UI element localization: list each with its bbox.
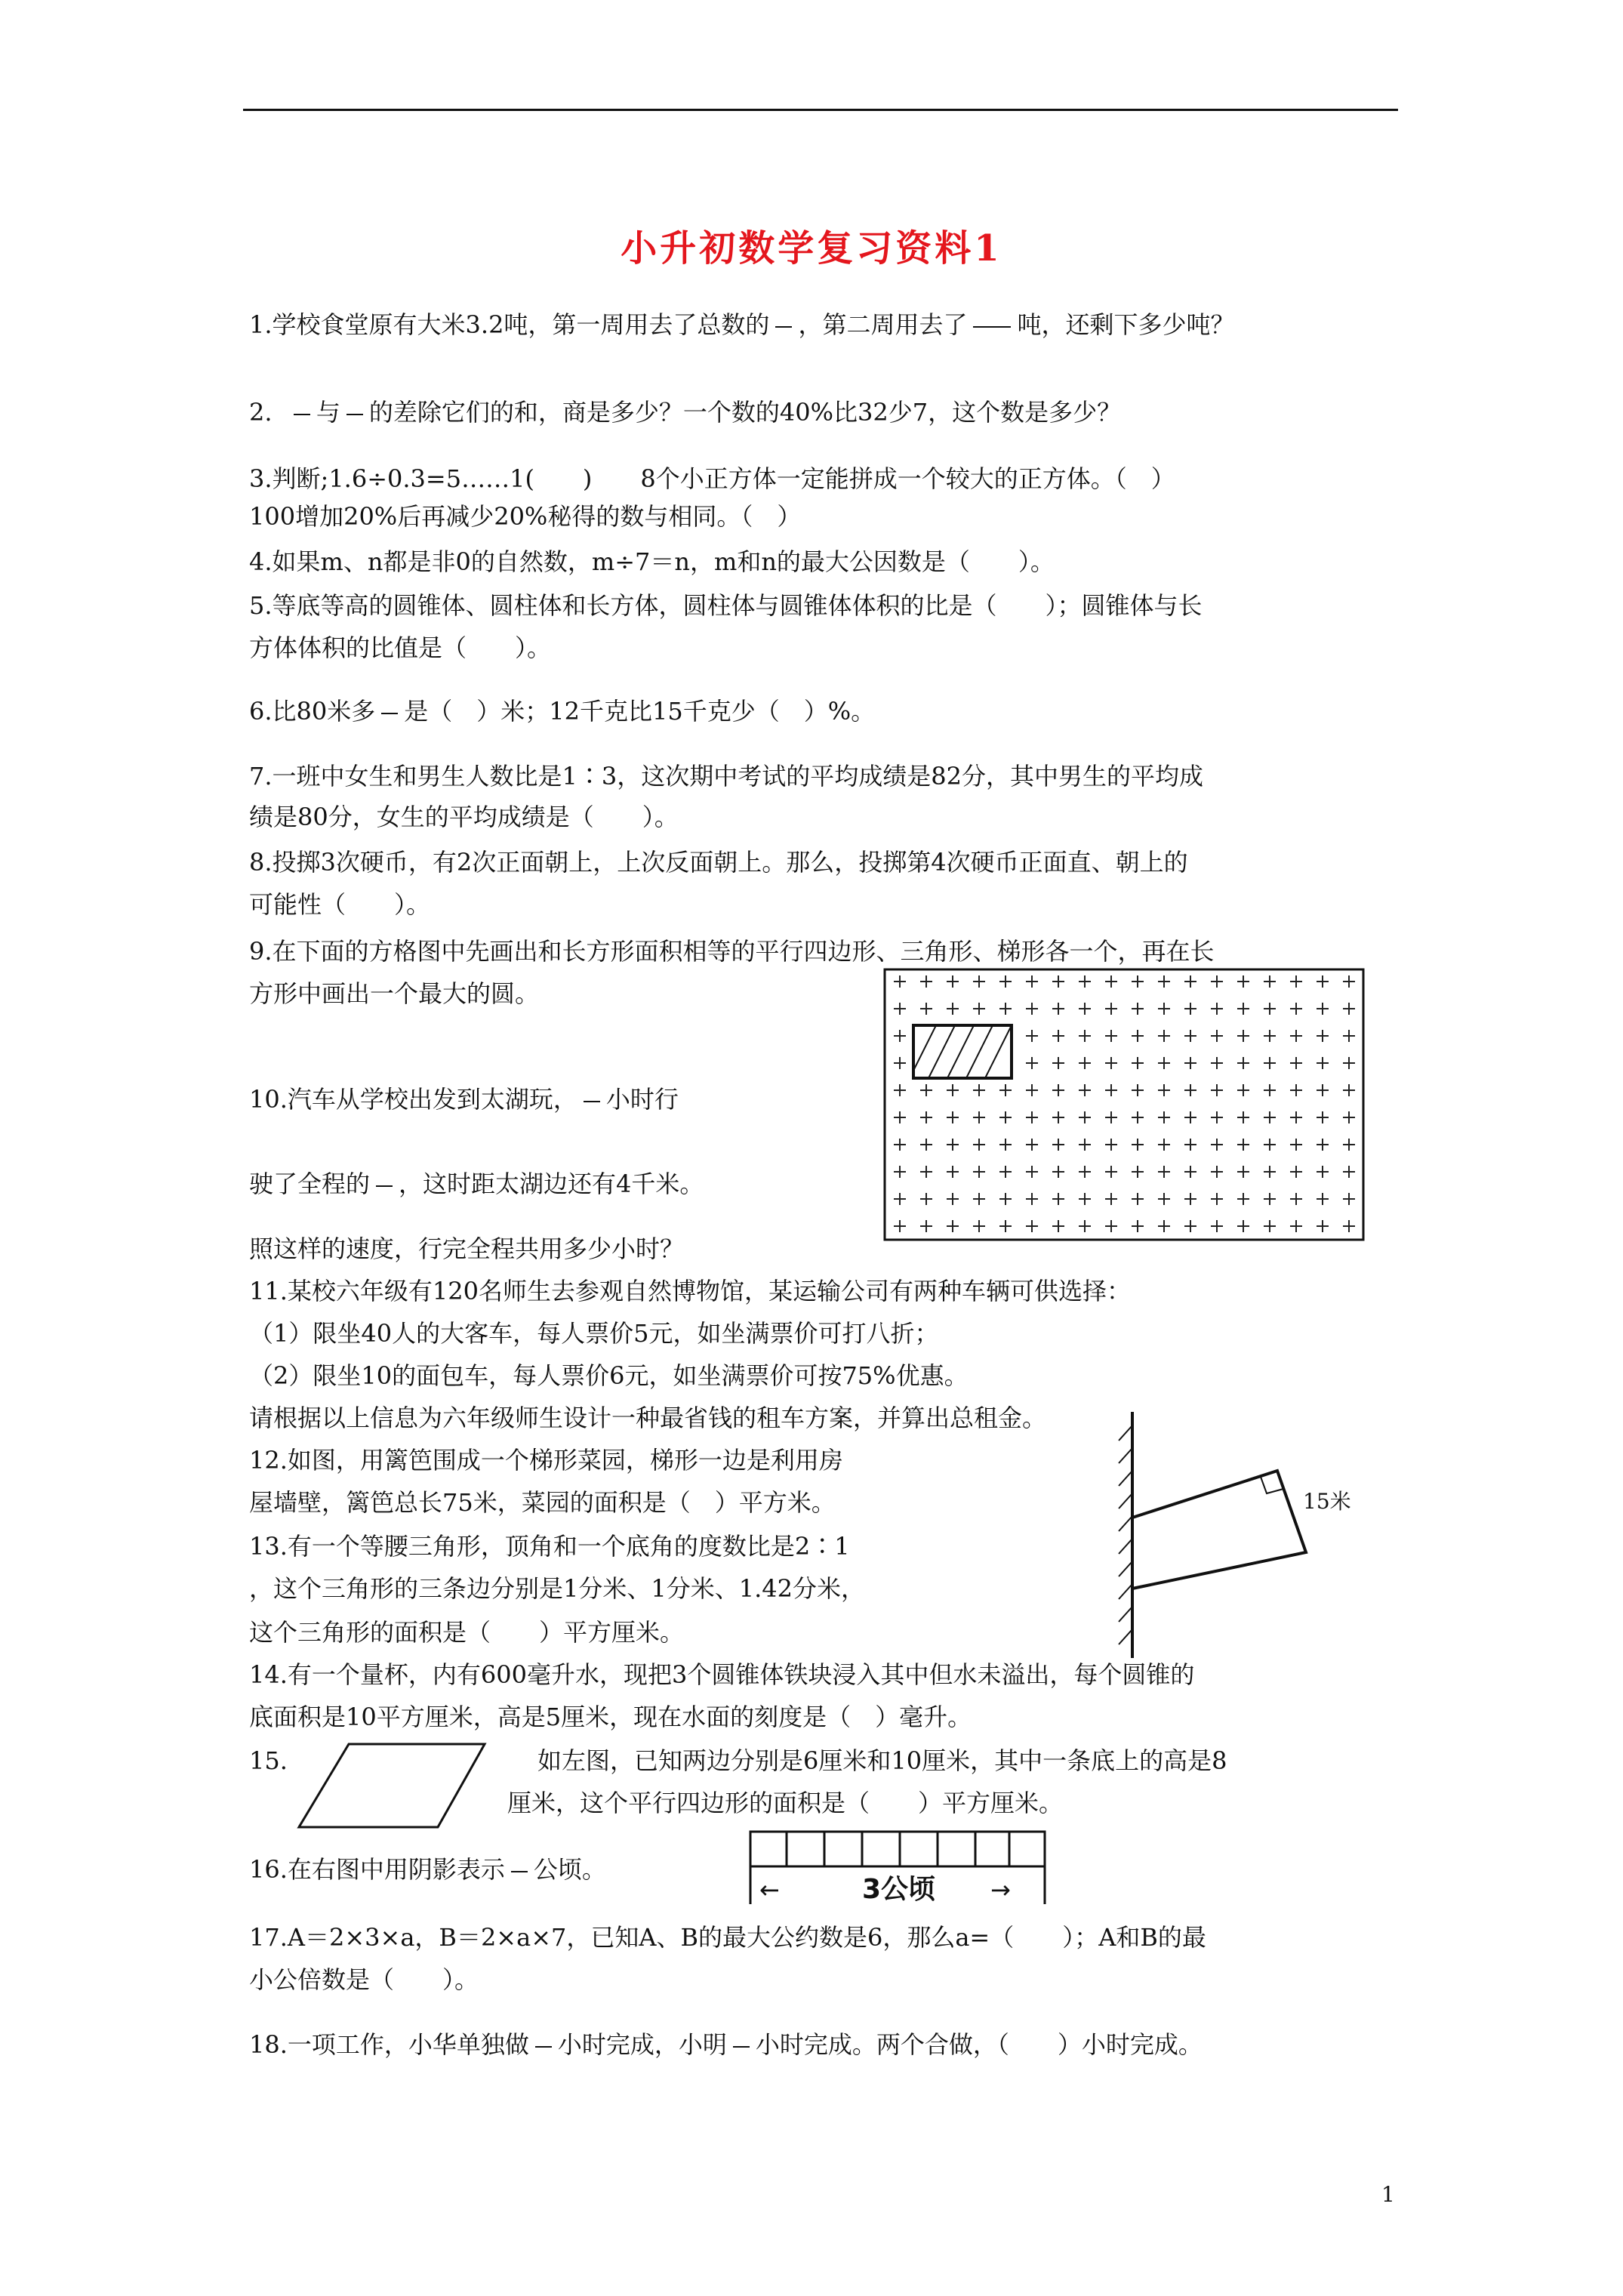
- hectare-bar-figure: [749, 1826, 1051, 1909]
- question-12-line-1: 12.如图，用篱笆围成一个梯形菜园，梯形一边是利用房: [249, 1446, 843, 1475]
- question-8-line-2: 可能性（ ）。: [249, 890, 431, 919]
- question-9-line-1: 9.在下面的方格图中先画出和长方形面积相等的平行四边形、三角形、梯形各一个，再在长: [249, 937, 1215, 966]
- fraction-mark: [294, 414, 310, 415]
- left-arrow-icon: ←: [759, 1875, 780, 1904]
- question-8-line-1: 8.投掷3次硬币，有2次正面朝上，上次反面朝上。那么，投掷第4次硬币正面直、朝上的: [249, 848, 1188, 877]
- fraction-mark: [973, 326, 1011, 328]
- grid-figure: [883, 968, 1366, 1243]
- question-18: 18.一项工作，小华单独做 小时完成，小明 小时完成。两个合做，（ ）小时完成。: [249, 2030, 1203, 2059]
- fraction-mark: [535, 2046, 552, 2048]
- label-3-hectares: 3公顷: [862, 1874, 936, 1905]
- question-17-line-1: 17.A＝2×3×a，B＝2×a×7，已知A、B的最大公约数是6，那么a=（ ）；A和B的最: [249, 1923, 1206, 1952]
- question-14-line-2: 底面积是10平方厘米，高是5厘米，现在水面的刻度是（ ）毫升。: [249, 1703, 972, 1731]
- fraction-mark: [775, 326, 792, 328]
- question-1: 1.学校食堂原有大米3.2吨，第一周用去了总数的 ，第二周用去了 吨，还剩下多少吨？: [249, 310, 1235, 339]
- question-3-line-2: 100增加20%后再减少20%秘得的数与相同。（ ）: [249, 502, 802, 531]
- parallelogram-figure: [296, 1741, 492, 1832]
- fraction-mark: [346, 414, 363, 415]
- trapezoid-garden-figure: [1117, 1410, 1404, 1660]
- question-5-line-1: 5.等底等高的圆锥体、圆柱体和长方体，圆柱体与圆锥体体积的比是（ ）；圆锥体与长: [249, 591, 1203, 620]
- question-2: 2. 与 的差除它们的和，商是多少？一个数的40%比32少7，这个数是多少？: [249, 398, 1122, 427]
- question-11-line-1: 11.某校六年级有120名师生去参观自然博物馆，某运输公司有两种车辆可供选择：: [249, 1277, 1131, 1305]
- question-13-line-3: 这个三角形的面积是（ ）平方厘米。: [249, 1618, 685, 1647]
- question-12-line-2: 屋墙壁，篱笆总长75米，菜园的面积是（ ）平方米。: [249, 1488, 836, 1517]
- question-13-line-2: ，这个三角形的三条边分别是1分米、1分米、1.42分米，: [249, 1574, 865, 1603]
- question-17-line-2: 小公倍数是（ ）。: [249, 1965, 479, 1994]
- question-3-line-1: 3.判断;1.6÷0.3=5……1( ) 8个小正方体一定能拼成一个较大的正方体。（ ）: [249, 464, 1175, 493]
- question-11-line-4: 请根据以上信息为六年级师生设计一种最省钱的租车方案，并算出总租金。: [249, 1404, 1047, 1432]
- question-5-line-2: 方体体积的比值是（ ）。: [249, 633, 552, 662]
- page-title: 小升初数学复习资料1: [621, 227, 1002, 270]
- question-7-line-1: 7.一班中女生和男生人数比是1∶3，这次期中考试的平均成绩是82分，其中男生的平均成: [249, 762, 1203, 791]
- fraction-mark: [511, 1871, 528, 1872]
- question-10-line-1: 10.汽车从学校出发到太湖玩， 小时行: [249, 1085, 679, 1114]
- fraction-mark: [733, 2046, 750, 2048]
- fraction-mark: [381, 713, 398, 714]
- fraction-mark: [584, 1101, 600, 1102]
- fraction-mark: [376, 1185, 393, 1187]
- question-10-line-2: 驶了全程的 ，这时距太湖边还有4千米。: [249, 1170, 704, 1198]
- question-13-line-1: 13.有一个等腰三角形，顶角和一个底角的度数比是2∶1: [249, 1532, 850, 1561]
- question-15-line-2: 厘米，这个平行四边形的面积是（ ）平方厘米。: [507, 1789, 1064, 1817]
- header-rule: [243, 109, 1398, 111]
- question-15-number: 15.: [249, 1746, 288, 1775]
- page-number: 1: [1381, 2182, 1395, 2207]
- right-arrow-icon: →: [990, 1875, 1011, 1904]
- question-14-line-1: 14.有一个量杯，内有600毫升水，现把3个圆锥体铁块浸入其中但水未溢出，每个圆锥的: [249, 1660, 1195, 1689]
- question-7-line-2: 绩是80分，女生的平均成绩是（ ）。: [249, 803, 679, 831]
- question-6: 6.比80米多 是（ ）米；12千克比15千克少（ ）%。: [249, 697, 876, 726]
- question-11-line-2: （1）限坐40人的大客车，每人票价5元，如坐满票价可打八折；: [249, 1319, 939, 1348]
- question-10-line-3: 照这样的速度，行完全程共用多少小时？: [249, 1234, 685, 1263]
- question-16: 16.在右图中用阴影表示 公顷。: [249, 1855, 606, 1884]
- question-4: 4.如果m、n都是非0的自然数，m÷7＝n，m和n的最大公因数是（ ）。: [249, 547, 1055, 576]
- question-9-line-2: 方形中画出一个最大的圆。: [249, 979, 540, 1008]
- question-11-line-3: （2）限坐10的面包车，每人票价6元，如坐满票价可按75%优惠。: [249, 1361, 969, 1390]
- shaded-rectangle: [913, 1025, 1012, 1078]
- question-15-line-1: 如左图，已知两边分别是6厘米和10厘米，其中一条底上的高是8: [537, 1746, 1227, 1775]
- label-15m: 15米: [1303, 1489, 1351, 1514]
